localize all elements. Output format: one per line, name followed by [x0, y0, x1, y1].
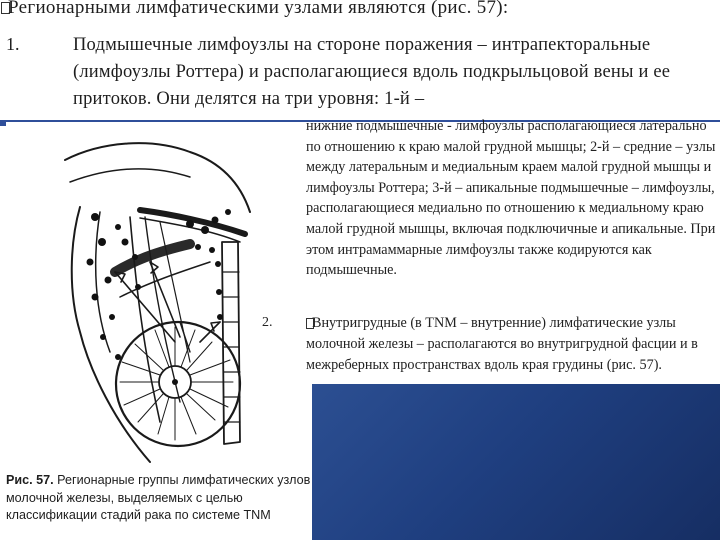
heading-block: [0, 0, 720, 124]
item-2-number: 2.: [262, 315, 273, 330]
lymph-nodes-figure: [40, 122, 300, 472]
caption-text: Регионарные группы лимфатических узлов молочной железы, выделяемых с целью классификации стадий рака по системе TNM: [6, 473, 311, 522]
figure-caption: [6, 472, 316, 525]
item-1-text: Подмышечные лимфоузлы на стороне поражения – интрапекторальные (лимфоузлы Роттера) и располагающиеся вдоль подкрыльцовой вены и ее притоков. Они делятся на три уровня: 1-й –: [73, 35, 671, 109]
item-1-number: 1.: [6, 34, 20, 54]
item-2-text: Внутригрудные (в TNM – внутренние) лимфатические узлы молочной железы – располагаются во внутригрудной фасции и в межреберных пространствах вдоль края грудины (рис. 57).: [306, 315, 698, 373]
item-1-continuation: нижние подмышечные - лимфоузлы располагающиеся латерально по отношению к краю малой грудной мышцы; 2-й – средние – узлы между латеральным и медиальным краем малой грудной мышцы и лимфоузлы Роттера; 3-й – апикальные подмышечные – лимфоузлы, располагающиеся медиально по отношению к медиальному краю малой грудной мышцы, включая подключичные и апикальные. При этом интрамаммарные лимфоузлы также кодируются как подмышечные.: [306, 118, 716, 279]
divider-accent: [0, 120, 6, 126]
decorative-blue-panel: [312, 384, 720, 540]
caption-label: Рис. 57.: [6, 473, 58, 487]
heading-text: Регионарными лимфатическими узлами являются (рис. 57):: [8, 0, 509, 18]
